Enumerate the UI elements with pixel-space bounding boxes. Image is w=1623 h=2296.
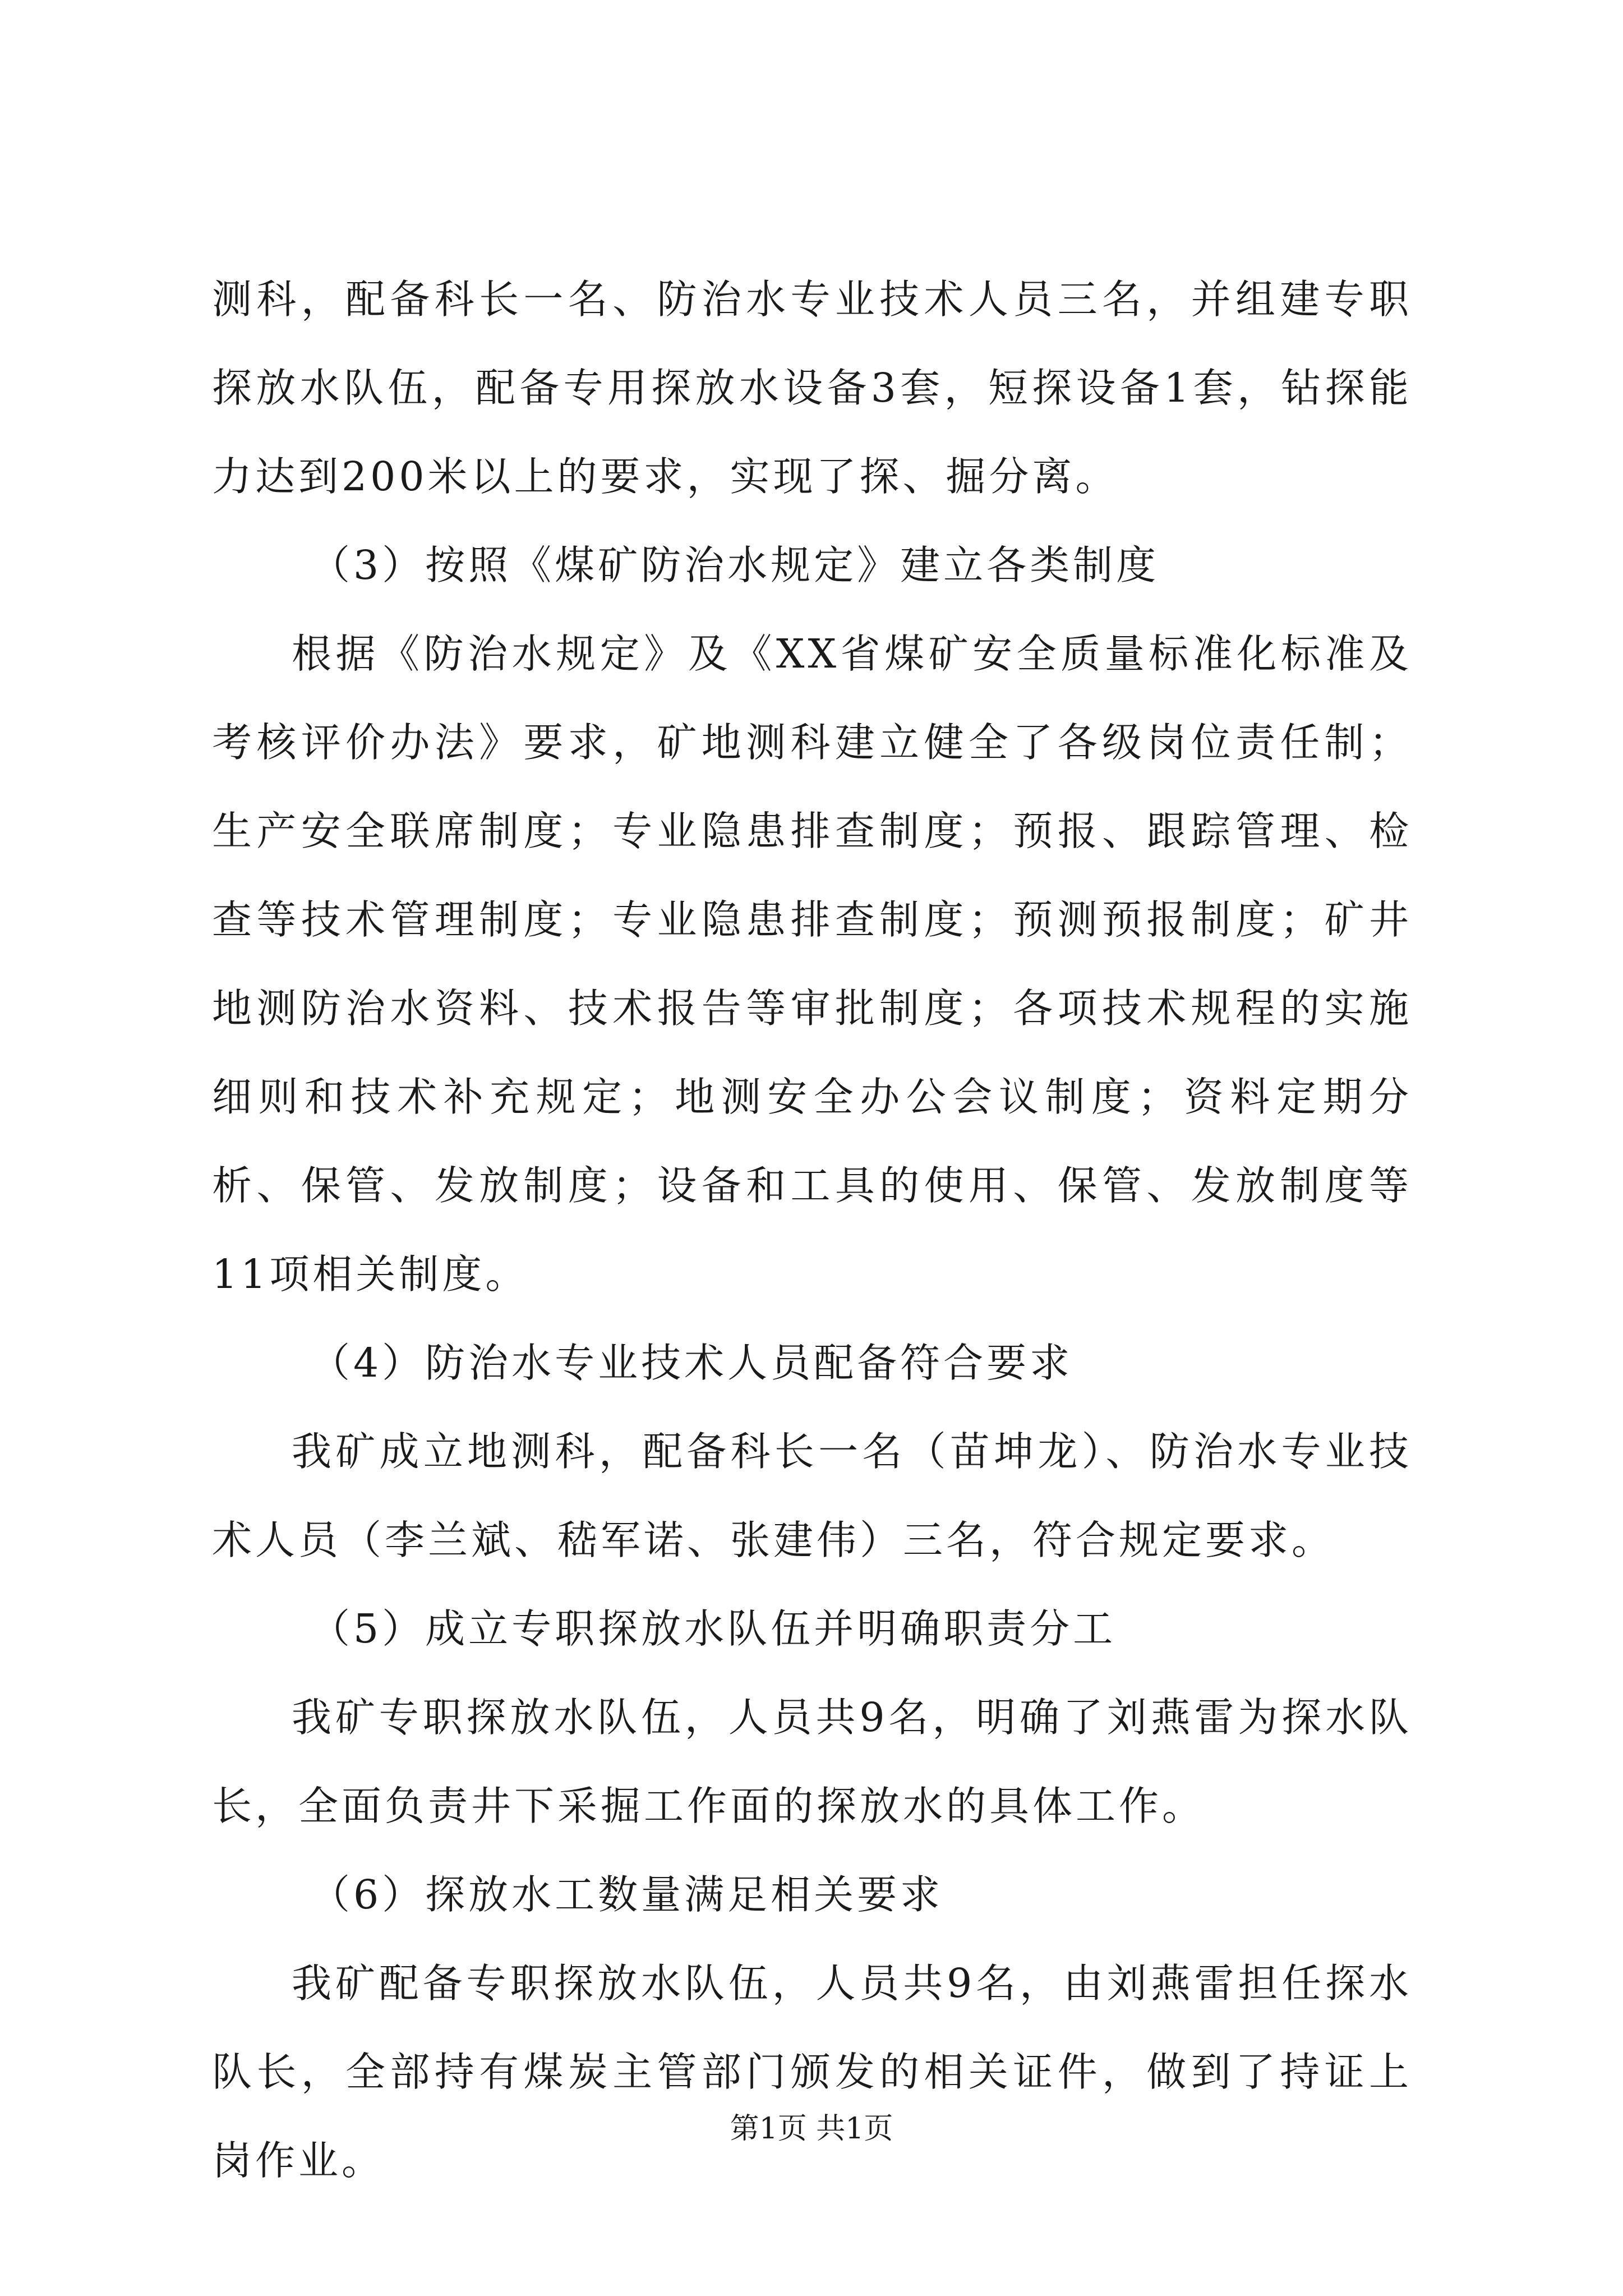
section-heading-5: （5）成立专职探放水队伍并明确职责分工 bbox=[310, 1605, 1117, 1652]
document-body bbox=[212, 255, 1412, 2205]
paragraph-continuation: 测科，配备科长一名、防治水专业技术人员三名，并组建专职探放水队伍，配备专用探放水设备3套，短探设备1套，钻探能力达到200米以上的要求，实现了探、掘分离。 bbox=[212, 276, 1412, 500]
paragraph-team: 我矿专职探放水队伍，人员共9名，明确了刘燕雷为探水队长，全面负责井下采掘工作面的探放水的具体工作。 bbox=[212, 1694, 1412, 1829]
paragraph-staffing: 我矿成立地测科，配备科长一名（苗坤龙）、防治水专业技术人员（李兰斌、嵇军诺、张建伟）三名，符合规定要求。 bbox=[212, 1428, 1412, 1563]
section-heading-3: （3）按照《煤矿防治水规定》建立各类制度 bbox=[310, 542, 1160, 588]
section-heading-6: （6）探放水工数量满足相关要求 bbox=[310, 1871, 944, 1918]
paragraph-regulations: 根据《防治水规定》及《XX省煤矿安全质量标准化标准及考核评价办法》要求，矿地测科建立健全了各级岗位责任制；生产安全联席制度；专业隐患排查制度；预报、跟踪管理、检查等技术管理制度；专业隐患排查制度；预测预报制度；矿井地测防治水资料、技术报告等审批制度；各项技术规程的实施细则和技术补充规定；地测安全办公会议制度；资料定期分析、保管、发放制度；设备和工具的使用、保管、发放制度等11项相关制度。 bbox=[212, 631, 1412, 1297]
paragraph-workers: 我矿配备专职探放水队伍，人员共9名，由刘燕雷担任探水队长，全部持有煤炭主管部门颁发的相关证件，做到了持证上岗作业。 bbox=[212, 1960, 1412, 2184]
page-footer: 第1页 共1页 bbox=[730, 2112, 893, 2146]
section-heading-4: （4）防治水专业技术人员配备符合要求 bbox=[310, 1340, 1073, 1386]
